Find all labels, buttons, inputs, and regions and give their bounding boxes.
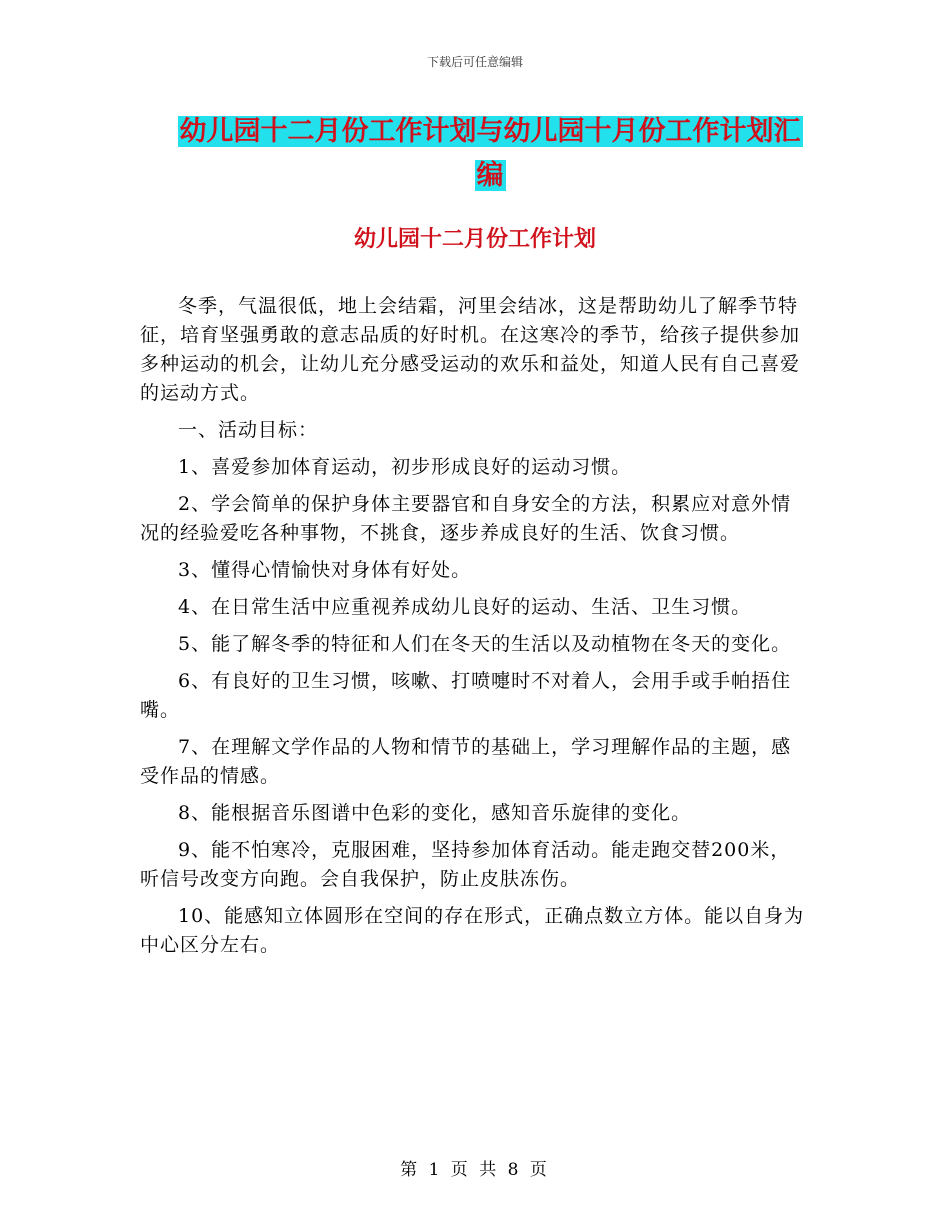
goal-item: 9、能不怕寒冷，克服困难，坚持参加体育活动。能走跑交替200米，听信号改变方向跑。会自我保护，防止皮肤冻伤。 — [140, 839, 791, 890]
title-line-1: 幼儿园十二月份工作计划与幼儿园十月份工作计划汇 — [179, 116, 801, 147]
goal-item: 2、学会简单的保护身体主要器官和自身安全的方法，积累应对意外情况的经验爱吃各种事物，不挑食，逐步养成良好的生活、饮食习惯。 — [140, 493, 792, 544]
goal-item: 10、能感知立体圆形在空间的存在形式，正确点数立方体。能以自身为中心区分左右。 — [140, 905, 805, 956]
goals-heading: 一、活动目标： — [178, 419, 319, 441]
page-footer: 第 1 页 共 8 页 — [400, 1160, 550, 1180]
goal-item: 6、有良好的卫生习惯，咳嗽、打喷嚏时不对着人，会用手或手帕捂住嘴。 — [140, 670, 792, 721]
goal-item: 7、在理解文学作品的人物和情节的基础上，学习理解作品的主题，感受作品的情感。 — [140, 736, 792, 787]
goal-item: 4、在日常生活中应重视养成幼儿良好的运动、生活、卫生习惯。 — [178, 596, 752, 618]
goal-item: 3、懂得心情愉快对身体有好处。 — [178, 559, 472, 581]
document-title — [140, 110, 840, 198]
header-note: 下载后可任意编辑 — [426, 55, 523, 69]
goal-item: 8、能根据音乐图谱中色彩的变化，感知音乐旋律的变化。 — [178, 802, 692, 824]
goal-item: 5、能了解冬季的特征和人们在冬天的生活以及动植物在冬天的变化。 — [178, 633, 792, 655]
section-title: 幼儿园十二月份工作计划 — [353, 227, 596, 252]
document-body — [140, 292, 810, 968]
title-line-2: 编 — [476, 160, 504, 191]
goal-item: 1、喜爱参加体育运动，初步形成良好的运动习惯。 — [178, 456, 632, 478]
intro-paragraph: 冬季，气温很低，地上会结霜，河里会结冰，这是帮助幼儿了解季节特征，培育坚强勇敢的意志品质的好时机。在这寒冷的季节，给孩子提供参加多种运动的机会，让幼儿充分感受运动的欢乐和益处，知道人民有自己喜爱的运动方式。 — [140, 295, 801, 404]
